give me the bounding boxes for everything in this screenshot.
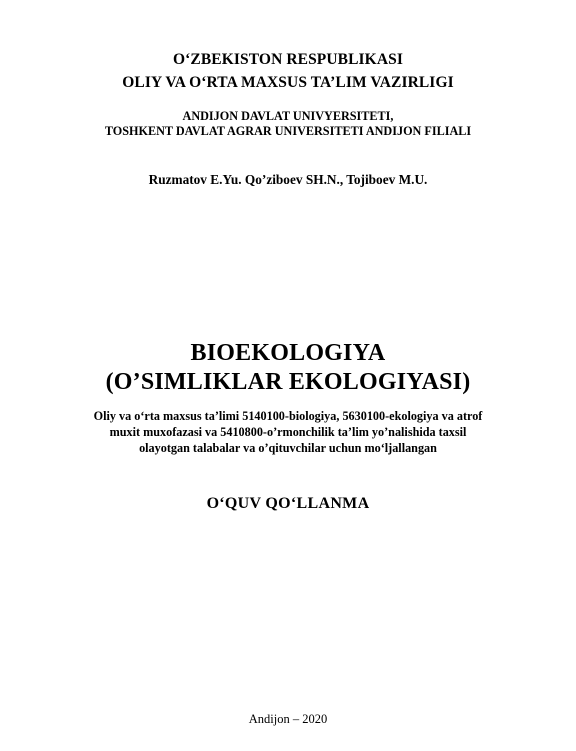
ministry-line-1: O‘ZBEKISTON RESPUBLIKASI	[173, 51, 403, 68]
description-line-3: olayotgan talabalar va o’qituvchilar uchun mo‘ljallangan	[139, 441, 437, 455]
university-line-1: ANDIJON DAVLAT UNIVYERSITETI,	[182, 109, 394, 123]
ministry-line-2: OLIY VA O‘RTA MAXSUS TA’LIM VAZIRLIGI	[122, 74, 454, 91]
authors: Ruzmatov E.Yu. Qo’ziboev SH.N., Tojiboev M.U.	[148, 172, 428, 187]
university-line-2: TOSHKENT DAVLAT AGRAR UNIVERSITETI ANDIJON FILIALI	[104, 124, 472, 138]
book-title-line-2: (O’SIMLIKLAR EKOLOGIYASI)	[105, 369, 471, 395]
place-and-year: Andijon – 2020	[248, 712, 328, 726]
book-genre: O‘QUV QO‘LLANMA	[206, 495, 370, 512]
book-title-line-1: BIOEKOLOGIYA	[190, 340, 386, 366]
description-line-1: Oliy va o‘rta maxsus ta’limi 5140100-biologiya, 5630100-ekologiya va atrof	[93, 409, 483, 423]
description-line-2: muxit muxofazasi va 5410800-o’rmonchilik ta’lim yo’nalishida taxsil	[109, 425, 467, 439]
